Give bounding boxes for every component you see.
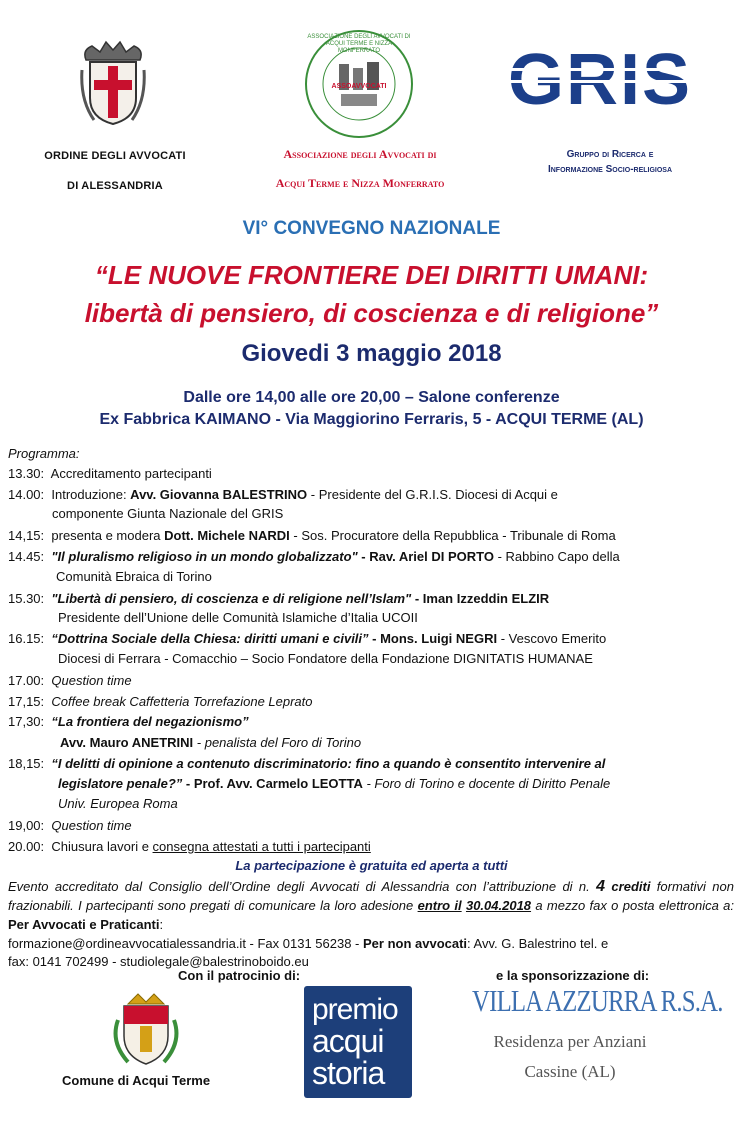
non-lawyers-label: Per non avvocati [363, 936, 468, 951]
row-time: 16.15: [8, 631, 45, 646]
program-row [8, 527, 616, 545]
alessandria-coat-of-arms-icon [80, 40, 146, 126]
credits-number: 4 [596, 878, 606, 895]
program-row [8, 817, 132, 835]
row-time: 17,30: [8, 714, 45, 729]
speaker-name: - Iman Izzeddin ELZIR [411, 591, 550, 606]
row-text: Chiusura lavori e [51, 839, 153, 854]
talk-title: "Libertà di pensiero, di coscienza e di religione nell’Islam" [51, 591, 412, 606]
program-row [8, 486, 558, 504]
comune-label: Comune di Acqui Terme [62, 1073, 211, 1088]
sponsor-label: e la sponsorizzazione di: [496, 968, 650, 983]
program-row [8, 693, 313, 711]
credits-word: crediti [611, 879, 651, 894]
talk-title: “I delitti di opinione a contenuto discriminatorio: fino a quando è consentito intervenire al [51, 756, 606, 771]
assoavvocati-logo-label: ASSOAVVOCATI [331, 83, 387, 90]
program-row [8, 548, 620, 566]
row-text: - Presidente del G.R.I.S. Diocesi di Acqui e [307, 487, 558, 502]
contact-line [8, 935, 734, 953]
free-participation: La partecipazione è gratuita ed aperta a tutti [235, 858, 508, 873]
speaker-name: - Mons. Luigi NEGRI [368, 631, 498, 646]
row-text: - penalista del Foro di Torino [193, 735, 362, 750]
talk-title: legislatore penale?” [58, 776, 183, 791]
contact-text: : Avv. G. Balestrino tel. e [467, 936, 609, 951]
event-title-line2: libertà di pensiero, di coscienza e di religione” [84, 298, 659, 328]
speaker-name: - Rav. Ariel DI PORTO [357, 549, 494, 564]
row-time: 14.00: [8, 487, 45, 502]
row-time: 17,15: [8, 694, 45, 709]
speaker-name: - Prof. Avv. Carmelo LEOTTA [182, 776, 363, 791]
row-time: 15.30: [8, 591, 45, 606]
deadline-date: 30.04.2018 [465, 898, 532, 913]
ordine-avvocati-line1: ORDINE DEGLI AVVOCATI [44, 150, 186, 162]
program-row [8, 630, 606, 648]
program-row [8, 672, 132, 690]
event-time-place: Dalle ore 14,00 alle ore 20,00 – Salone conferenze [183, 389, 560, 406]
premio-logo-text-3: storia [312, 1055, 385, 1091]
row-continuation: Presidente dell’Unione delle Comunità Islamiche d’Italia UCOII [58, 610, 418, 625]
accreditation-text: a mezzo fax o posta elettronica a: [531, 898, 734, 913]
row-continuation [60, 734, 361, 752]
assoavvocati-ring-text: ASSOCIAZIONE DEGLI AVVOCATI DI ACQUI TERME E NIZZA MONFERRATO [307, 34, 411, 54]
row-time: 13.30: [8, 466, 45, 481]
contact-text: formazione@ordineavvocatialessandria.it - Fax 0131 56238 - [8, 936, 363, 951]
row-continuation: Comunità Ebraica di Torino [56, 569, 212, 584]
row-time: 18,15: [8, 756, 45, 771]
premio-logo-text-2: acqui [312, 1023, 384, 1059]
row-time: 19,00: [8, 818, 45, 833]
speaker-name: Avv. Giovanna BALESTRINO [130, 487, 308, 502]
speaker-name: Dott. Michele NARDI [164, 528, 290, 543]
contact-line: fax: 0141 702499 - studiolegale@balestrinoboido.eu [8, 954, 309, 969]
row-text: Question time [51, 673, 132, 688]
row-continuation: Diocesi di Ferrara - Comacchio – Socio Fondatore della Fondazione DIGNITATIS HUMANAE [58, 651, 593, 666]
gris-logo [508, 44, 720, 116]
row-continuation [58, 775, 610, 793]
row-text: Accreditamento partecipanti [50, 466, 212, 481]
row-time: 17.00: [8, 673, 45, 688]
row-continuation: Univ. Europea Roma [58, 796, 178, 811]
talk-title: "Il pluralismo religioso in un mondo globalizzato" [51, 549, 358, 564]
assoavvocati-logo [303, 28, 415, 140]
talk-title: “La frontiera del negazionismo” [51, 714, 249, 729]
row-text: Question time [51, 818, 132, 833]
event-title-line1: “LE NUOVE FRONTIERE DEI DIRITTI UMANI: [94, 260, 649, 290]
gris-line1: Gruppo di Ricerca e [566, 149, 654, 160]
row-continuation: componente Giunta Nazionale del GRIS [52, 506, 284, 521]
program-heading: Programma: [8, 446, 80, 461]
row-time: 14,15: [8, 528, 45, 543]
row-text: presenta e modera [51, 528, 165, 543]
program-row [8, 465, 212, 483]
row-text: Introduzione: [51, 487, 131, 502]
row-text: Coffee break Caffetteria Torrefazione Leprato [51, 694, 313, 709]
program-row [8, 838, 371, 856]
villa-sub1: Residenza per Anziani [493, 1032, 647, 1051]
row-time: 20.00: [8, 839, 45, 854]
row-text: - Sos. Procuratore della Repubblica - Tribunale di Roma [289, 528, 616, 543]
event-address: Ex Fabbrica KAIMANO - Via Maggiorino Ferraris, 5 - ACQUI TERME (AL) [99, 411, 644, 428]
program-row [8, 755, 605, 773]
associazione-line2: Acqui Terme e Nizza Monferrato [275, 176, 445, 190]
deadline-label: entro il [417, 898, 462, 913]
event-date: Giovedi 3 maggio 2018 [241, 340, 502, 367]
row-text: - Rabbino Capo della [493, 549, 620, 564]
villa-azzurra-name: VILLA AZZURRA R.S.A. [472, 983, 723, 1018]
lawyers-label: Per Avvocati e Praticanti [8, 917, 160, 932]
row-time: 14.45: [8, 549, 45, 564]
premio-logo-text-1: premio [312, 993, 398, 1026]
row-text: - Vescovo Emerito [497, 631, 607, 646]
patronage-label: Con il patrocinio di: [178, 968, 301, 983]
talk-title: “Dottrina Sociale della Chiesa: diritti umani e civili” [51, 631, 369, 646]
accreditation-text: : [159, 917, 164, 932]
premio-acqui-storia-logo [304, 986, 412, 1098]
accreditation-text: formativi non frazionabili. I partecipanti sono pregati di comunicare la loro adesione [8, 879, 734, 913]
program-row [8, 713, 249, 731]
ordine-avvocati-line2: DI ALESSANDRIA [67, 180, 163, 192]
villa-sub2: Cassine (AL) [524, 1062, 616, 1081]
row-text: consegna attestati a tutti i partecipanti [152, 839, 371, 854]
convegno-edition: VI° CONVEGNO NAZIONALE [242, 218, 501, 239]
accreditation-paragraph [8, 877, 734, 934]
speaker-name: Avv. Mauro ANETRINI [60, 735, 194, 750]
associazione-line1: Associazione degli Avvocati di [283, 147, 437, 161]
acqui-terme-coat-of-arms-icon [108, 990, 184, 1070]
gris-line2: Informazione Socio-religiosa [547, 164, 673, 175]
program-row [8, 590, 549, 608]
accreditation-text: Evento accreditato dal Consiglio dell’Ordine degli Avvocati di Alessandria con l’attribuzione di n. [8, 879, 597, 894]
row-text: - Foro di Torino e docente di Diritto Penale [362, 776, 611, 791]
